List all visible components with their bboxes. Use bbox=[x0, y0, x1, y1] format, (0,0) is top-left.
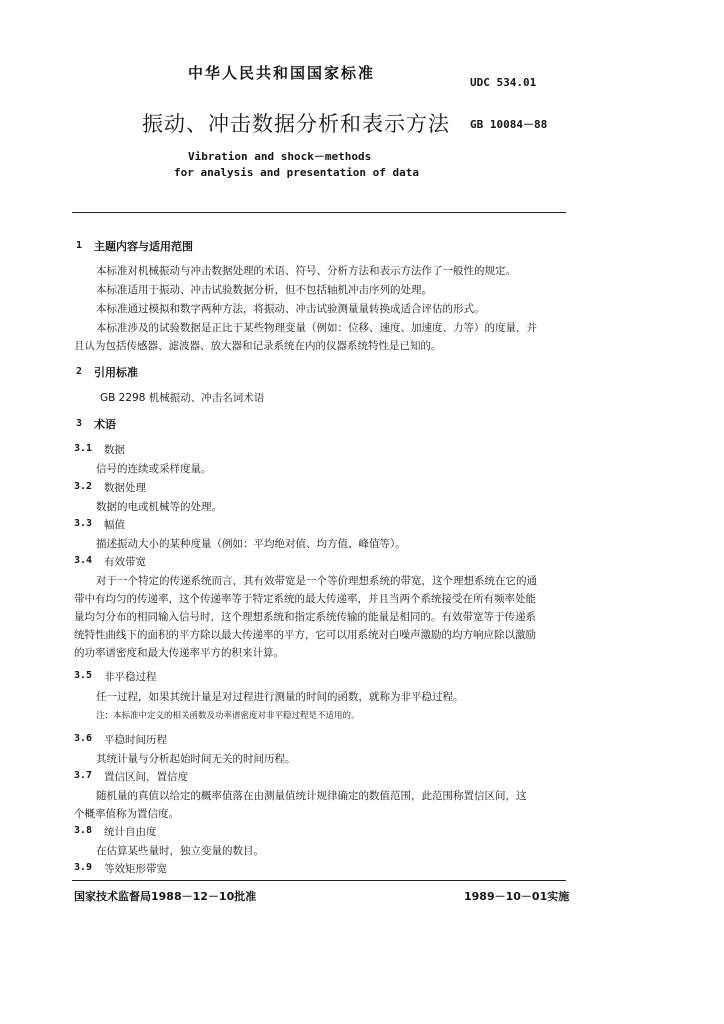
paragraph-line: 且认为包括传感器、滤波器、放大器和记录系统在内的仪器系统特性是已知的。 bbox=[74, 340, 442, 352]
clause-number: 3.2 bbox=[74, 481, 93, 492]
paragraph-line: 本标准通过模拟和数字两种方法，将振动、冲击试验测量量转换成适合评估的形式。 bbox=[96, 303, 485, 315]
clause-title: 置信区间，置信度 bbox=[104, 771, 188, 783]
clause-number: 3.5 bbox=[74, 670, 93, 681]
clause-line: 数据的电或机械等的处理。 bbox=[96, 501, 222, 513]
clause-line: 任一过程，如果其统计量是对过程进行测量的时间的函数，就称为非平稳过程。 bbox=[96, 691, 464, 703]
english-title-line-1: Vibration and shock－methods bbox=[188, 150, 372, 163]
udc-code: UDC 534.01 bbox=[470, 76, 537, 89]
implementation-date: 1989－10－01实施 bbox=[464, 890, 570, 903]
clause-line: 对于一个特定的传递系统而言，其有效带宽是一个等价理想系统的带宽，这个理想系统在它的通 bbox=[96, 575, 537, 587]
clause-note: 注：本标准中定义的相关函数及功率谱密度对非平稳过程是不适用的。 bbox=[96, 711, 360, 721]
clause-title: 数据 bbox=[104, 444, 125, 456]
clause-line: 在估算某些量时，独立变量的数目。 bbox=[96, 845, 264, 857]
clause-number: 3.3 bbox=[74, 518, 93, 529]
header-rule bbox=[72, 212, 566, 213]
section-title: 引用标准 bbox=[94, 366, 138, 379]
clause-line: 量均匀分布的相同输入信号时，这个理想系统和指定系统传输的能量是相同的。有效带宽等于传递系 bbox=[74, 611, 536, 623]
clause-number: 3.4 bbox=[74, 555, 93, 566]
clause-line: 其统计量与分析起始时间无关的时间历程。 bbox=[96, 753, 296, 765]
clause-line: 描述振动大小的某种度量（例如：平均绝对值、均方值、峰值等）。 bbox=[96, 538, 406, 550]
clause-line: 信号的连续或采样度量。 bbox=[96, 463, 212, 475]
clause-number: 3.9 bbox=[74, 862, 93, 873]
paragraph-line: 本标准适用于振动、冲击试验数据分析，但不包括轴机冲击序列的处理。 bbox=[96, 284, 432, 296]
english-title-line-2: for analysis and presentation of data bbox=[174, 166, 420, 179]
clause-title: 有效带宽 bbox=[104, 556, 146, 568]
clause-line: 统特性曲线下的面积的平方除以最大传递率的平方，它可以用系统对白噪声激励的均方响应除以激励 bbox=[74, 629, 536, 641]
standard-type-heading: 中华人民共和国国家标准 bbox=[188, 64, 376, 82]
section-title: 主题内容与适用范围 bbox=[94, 240, 193, 253]
gb-number: GB 10084－88 bbox=[470, 118, 548, 131]
document-title: 振动、冲击数据分析和表示方法 bbox=[142, 112, 450, 136]
clause-number: 3.7 bbox=[74, 770, 93, 781]
section-number: 3 bbox=[76, 418, 83, 429]
paragraph-line: 本标准对机械振动与冲击数据处理的术语、符号、分析方法和表示方法作了一般性的规定。 bbox=[96, 265, 516, 277]
clause-title: 幅值 bbox=[104, 519, 125, 531]
clause-line: 个概率值称为置信度。 bbox=[74, 808, 179, 820]
clause-title: 非平稳过程 bbox=[104, 671, 157, 683]
reference-line: GB 2298 机械振动、冲击名词术语 bbox=[100, 392, 265, 404]
clause-title: 统计自由度 bbox=[104, 826, 157, 838]
section-number: 1 bbox=[76, 240, 83, 251]
footer-rule bbox=[72, 880, 566, 881]
section-title: 术语 bbox=[94, 418, 116, 431]
section-number: 2 bbox=[76, 366, 83, 377]
approval-date: 国家技术监督局1988－12－10批准 bbox=[74, 890, 257, 903]
clause-line: 的功率谱密度和最大传递率平方的积来计算。 bbox=[74, 647, 284, 659]
clause-line: 带中有均匀的传递率，这个传递率等于特定系统的最大传递率，并且当两个系统接受在所有频率处能 bbox=[74, 593, 536, 605]
clause-title: 平稳时间历程 bbox=[104, 734, 167, 746]
paragraph-line: 本标准涉及的试验数据是正比于某些物理变量（例如：位移、速度、加速度、力等）的度量，并 bbox=[96, 322, 537, 334]
clause-number: 3.1 bbox=[74, 443, 93, 454]
clause-number: 3.8 bbox=[74, 825, 93, 836]
clause-line: 随机量的真值以给定的概率值落在由测量值统计规律确定的数值范围，此范围称置信区间，这 bbox=[96, 790, 527, 802]
clause-title: 数据处理 bbox=[104, 482, 146, 494]
clause-number: 3.6 bbox=[74, 733, 93, 744]
clause-title: 等效矩形带宽 bbox=[104, 863, 167, 875]
